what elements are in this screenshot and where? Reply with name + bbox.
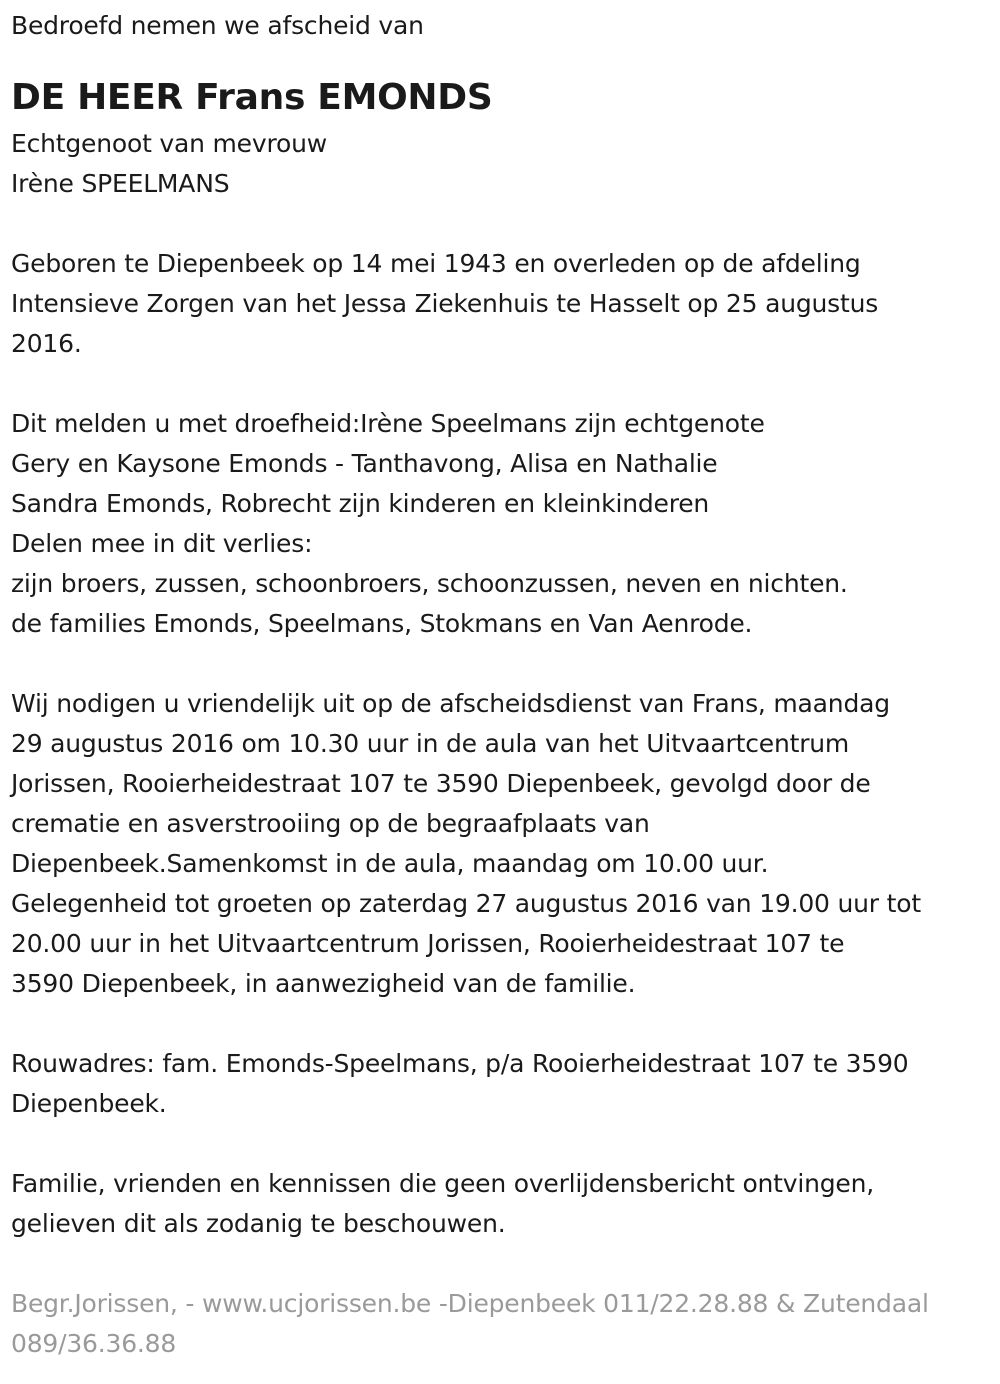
paragraph-line: Geboren te Diepenbeek op 14 mei 1943 en overleden op de afdeling xyxy=(11,249,861,278)
paragraph-line: Familie, vrienden en kennissen die geen overlijdensbericht ontvingen, xyxy=(11,1169,875,1198)
paragraph-line: Sandra Emonds, Robrecht zijn kinderen en kleinkinderen xyxy=(11,489,710,518)
footer-line: Begr.Jorissen, - www.ucjorissen.be -Diepenbeek 011/22.28.88 & Zutendaal xyxy=(11,1289,929,1318)
paragraph-line: Gery en Kaysone Emonds - Tanthavong, Alisa en Nathalie xyxy=(11,449,718,478)
paragraph-line: 2016. xyxy=(11,329,82,358)
paragraph-line: Dit melden u met droefheid:Irène Speelmans zijn echtgenote xyxy=(11,409,765,438)
paragraph-line: 3590 Diepenbeek, in aanwezigheid van de familie. xyxy=(11,969,636,998)
paragraph-line: Rouwadres: fam. Emonds-Speelmans, p/a Rooierheidestraat 107 te 3590 xyxy=(11,1049,909,1078)
paragraph-line: crematie en asverstrooiing op de begraafplaats van xyxy=(11,809,650,838)
paragraph-line: 29 augustus 2016 om 10.30 uur in de aula van het Uitvaartcentrum xyxy=(11,729,850,758)
death-notice xyxy=(11,6,991,1364)
intro-text: Bedroefd nemen we afscheid van xyxy=(11,11,424,40)
paragraph-line: Gelegenheid tot groeten op zaterdag 27 augustus 2016 van 19.00 uur tot xyxy=(11,889,921,918)
paragraph-line: de families Emonds, Speelmans, Stokmans en Van Aenrode. xyxy=(11,609,753,638)
footer-line: 089/36.36.88 xyxy=(11,1329,177,1358)
paragraph-line: Wij nodigen u vriendelijk uit op de afscheidsdienst van Frans, maandag xyxy=(11,689,890,718)
paragraph-line: Delen mee in dit verlies: xyxy=(11,529,313,558)
paragraph-line: Intensieve Zorgen van het Jessa Ziekenhuis te Hasselt op 25 augustus xyxy=(11,289,879,318)
spouse-line: Irène SPEELMANS xyxy=(11,169,230,198)
birth-death-paragraph xyxy=(11,244,991,364)
paragraph-line: Diepenbeek. xyxy=(11,1089,167,1118)
paragraph-line: Jorissen, Rooierheidestraat 107 te 3590 Diepenbeek, gevolgd door de xyxy=(11,769,871,798)
service-paragraph xyxy=(11,684,991,1004)
paragraph-line: 20.00 uur in het Uitvaartcentrum Jorissen, Rooierheidestraat 107 te xyxy=(11,929,845,958)
paragraph-line: Diepenbeek.Samenkomst in de aula, maandag om 10.00 uur. xyxy=(11,849,769,878)
spouse-line: Echtgenoot van mevrouw xyxy=(11,129,327,158)
paragraph-line: gelieven dit als zodanig te beschouwen. xyxy=(11,1209,506,1238)
family-paragraph xyxy=(11,404,991,644)
address-paragraph xyxy=(11,1044,991,1124)
undertaker-footer xyxy=(11,1284,991,1364)
closing-paragraph xyxy=(11,1164,991,1244)
paragraph-line: zijn broers, zussen, schoonbroers, schoonzussen, neven en nichten. xyxy=(11,569,848,598)
spouse-block xyxy=(11,124,991,204)
deceased-name: DE HEER Frans EMONDS xyxy=(11,77,493,118)
